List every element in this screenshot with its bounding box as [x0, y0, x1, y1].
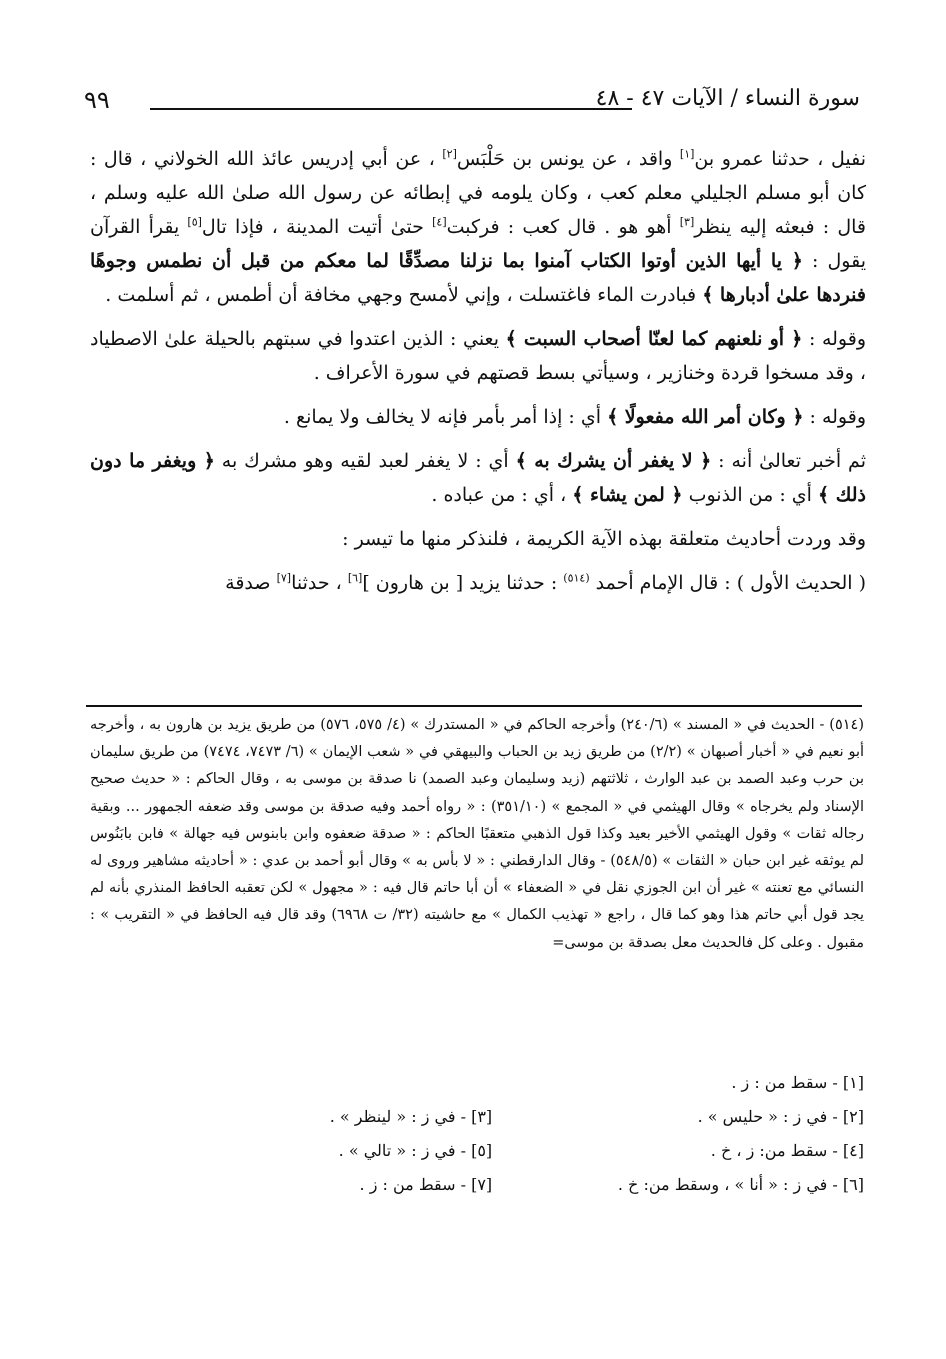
- variant-empty: [200, 1066, 492, 1100]
- text: ثم أخبر تعالىٰ أنه :: [711, 450, 866, 472]
- text: حتىٰ أتيت المدينة ، فإذا تال: [201, 216, 433, 238]
- paragraph-2: [90, 322, 866, 390]
- text: أي : من الذنوب: [682, 484, 818, 506]
- variant-note-6: [٦] - في ز : « أنا » ، وسقط من: خ .: [617, 1175, 864, 1194]
- variant-number: [٤]: [842, 1141, 864, 1160]
- footnote-rule: [86, 705, 862, 707]
- text: يعني : الذين اعتدوا في سبتهم بالحيلة علىٰ الاصطياد ، وقد مسخوا قردة وخنازير ، وسيأتي بسط قصتهم في سورة الأعراف .: [90, 328, 866, 384]
- quran-verse: ﴿ لمن يشاء ﴾: [572, 484, 683, 506]
- hadith-number: (٥١٤): [563, 571, 590, 585]
- variant-row: [200, 1134, 864, 1168]
- variant-row: [200, 1168, 864, 1202]
- note-reference: [٦]: [347, 571, 363, 585]
- note-reference: [٧]: [276, 571, 292, 585]
- variant-text: في ز : « تالي » .: [338, 1141, 456, 1160]
- quran-verse: ﴿ أو نلعنهم كما لعنّا أصحاب السبت ﴾: [505, 328, 803, 350]
- variant-number: [٦]: [842, 1175, 864, 1194]
- text: فبادرت الماء فاغتسلت ، وإني لأمسح وجهي مخافة أن أطمس ، ثم أسلمت .: [105, 284, 703, 306]
- paragraph-4: [90, 444, 866, 512]
- quran-verse: ﴿ لا يغفر أن يشرك به ﴾: [515, 450, 712, 472]
- paragraph-5: وقد وردت أحاديث متعلقة بهذه الآية الكريمة ، فلنذكر منها ما تيسر :: [342, 528, 866, 550]
- variant-text: في ز : « أنا » ، وسقط من: خ .: [617, 1175, 828, 1194]
- variant-note-1: [١] - سقط من : ز .: [731, 1073, 864, 1092]
- text: أي : إذا أمر بأمر فإنه لا يخالف ولا يمانع .: [283, 406, 608, 428]
- variant-text: في ز : « لينظر » .: [329, 1107, 456, 1126]
- footnote-514: (٥١٤) - الحديث في « المسند » (٢٤٠/٦) وأخرجه الحاكم في « المستدرك » (٤/ ٥٧٥، ٥٧٦) من طريق يزيد بن هارون به ، وأخرجه أبو نعيم في « أخبار أصبهان » (٢/٢) من طريق زيد بن الحباب والبيهقي في « شعب الإيمان » (٦/ ٧٤٧٣، ٧٤٧٤) من طريق سليمان بن حرب وعبد الصمد بن عبد الوارث ، ثلاثتهم (زيد وسليمان وعبد الصمد) نا صدقة بن موسى به ، وقال الحاكم : « حديث صحيح الإسناد ولم يخرجاه » وقال الهيثمي في « المجمع » (٣٥١/١٠) : « رواه أحمد وفيه صدقة بن موسى وقد ضعفه الجمهور ... وبقية رجاله ثقات » وقول الهيثمي الأخير بعيد وكذا قول الذهبي متعقبًا الحاكم : « صدقة ضعفوه وابن بابنوس فيه جهالة » فابن بابَنُوس لم يوثقه غير ابن حبان « الثقات » (٥٤٨/٥) - وقال الدارقطني : « لا بأس به » وقال أبو أحمد بن عدي : « أحاديثه مشاهير وروى له النسائي مع تعنته » غير أن ابن الجوزي نقل في « الضعفاء » أن أبا حاتم قال فيه : « مجهول » لكن تعقبه الحافظ المنذري بأنه لم يجد قول أبي حاتم هذا وهو كما قال ، راجع « تهذيب الكمال » مع حاشيته (٣٢/ ت ٦٩٦٨) وقد قال فيه الحافظ في « التقريب » : مقبول . وعلى كل فالحديث معل بصدقة بن موسى=: [90, 717, 865, 951]
- variant-number: [٣]: [471, 1107, 493, 1126]
- main-text: [90, 142, 866, 600]
- text: : حدثنا يزيد [ بن هارون ]: [362, 572, 564, 594]
- variant-note-3: [٣] - في ز : « لينظر » .: [329, 1107, 493, 1126]
- note-reference: [١]: [679, 147, 695, 161]
- variant-notes: [200, 1066, 864, 1202]
- variant-text: سقط من : ز .: [359, 1175, 456, 1194]
- variant-text: سقط من: ز ، خ .: [710, 1141, 828, 1160]
- text: ، عن أبي إدريس عائذ الله الخولاني ، قال : كان أبو مسلم الجليلي معلم كعب ، وكان يلومه في إبطائه عن رسول الله صلىٰ الله عليه وسلم ، قال : فبعثه إليه ينظر: [90, 148, 867, 238]
- quran-verse: ﴿ ويغفر ما دون ذلك ﴾: [90, 450, 866, 506]
- variant-row: [200, 1100, 864, 1134]
- text: واقد ، عن يونس بن حَلْبَس: [456, 148, 680, 170]
- text: أي : لا يغفر لعبد لقيه وهو مشرك به: [214, 450, 516, 472]
- variant-note-2: [٢] - في ز : « حليس » .: [697, 1107, 864, 1126]
- text: ( الحديث الأول ) : قال الإمام أحمد: [589, 572, 866, 594]
- quran-verse: ﴿ وكان أمر الله مفعولًا ﴾: [607, 406, 804, 428]
- text: أهو هو . قال كعب : فركبت: [446, 216, 680, 238]
- variant-text: سقط من : ز .: [731, 1073, 828, 1092]
- variant-number: [١]: [842, 1073, 864, 1092]
- variant-note-4: [٤] - سقط من: ز ، خ .: [710, 1141, 864, 1160]
- note-reference: [٥]: [187, 215, 202, 229]
- note-reference: [٢]: [442, 147, 457, 161]
- variant-number: [٢]: [842, 1107, 864, 1126]
- paragraph-1: [90, 142, 866, 312]
- variant-text: في ز : « حليس » .: [697, 1107, 828, 1126]
- header-rule: [150, 108, 632, 110]
- paragraph-6: [90, 566, 866, 600]
- running-title: سورة النساء / الآيات ٤٧ - ٤٨: [595, 86, 860, 111]
- variant-row: [200, 1066, 864, 1100]
- note-reference: [٣]: [679, 215, 695, 229]
- quran-verse: ﴿ يا أيها الذين أوتوا الكتاب آمنوا بما نزلنا مصدِّقًا لما معكم من قبل أن نطمس وجوهًا فنردها علىٰ أدبارها ﴾: [90, 250, 866, 306]
- text: صدقة: [225, 572, 277, 594]
- variant-note-5: [٥] - في ز : « تالي » .: [338, 1141, 493, 1160]
- variant-note-7: [٧] - سقط من : ز .: [359, 1175, 493, 1194]
- page-header: [84, 86, 860, 126]
- variant-number: [٧]: [471, 1175, 493, 1194]
- variant-number: [٥]: [471, 1141, 493, 1160]
- text: وقوله :: [803, 406, 866, 428]
- note-reference: [٤]: [432, 215, 447, 229]
- paragraph-3: [90, 400, 866, 434]
- text: نفيل ، حدثنا عمرو بن: [694, 148, 866, 170]
- text: ، أي : من عباده .: [431, 484, 573, 506]
- scholarly-footnote: [90, 712, 864, 957]
- text: وقوله :: [802, 328, 866, 350]
- text: ، حدثنا: [291, 572, 348, 594]
- text: يقرأ القرآن يقول :: [90, 216, 867, 272]
- page-number: ٩٩: [84, 86, 110, 114]
